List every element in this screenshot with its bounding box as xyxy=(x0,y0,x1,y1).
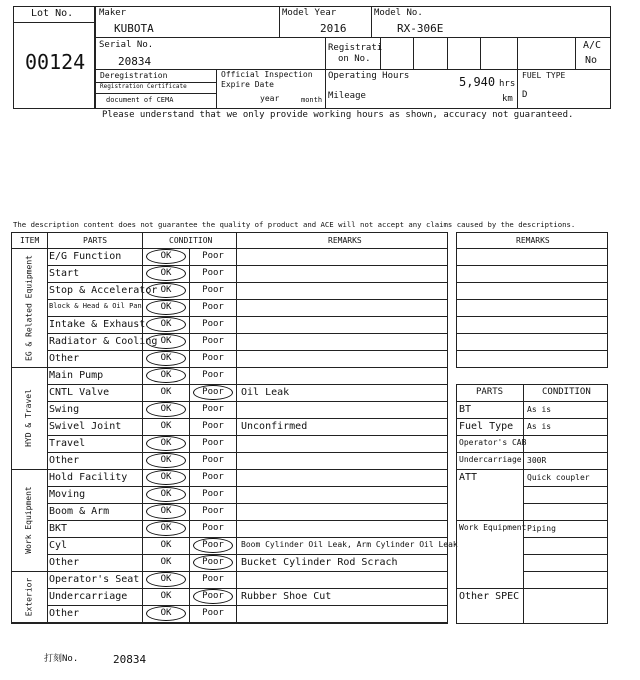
poor-option: Poor xyxy=(202,302,224,312)
part-label: Stop & Accelerator xyxy=(49,285,158,296)
part-label: Other xyxy=(49,608,80,619)
right-part-label: Operator's CAB xyxy=(459,438,527,447)
part-label: Operator's Seat xyxy=(49,574,140,585)
ok-option: OK xyxy=(160,591,172,601)
group-label: HYD & Travel xyxy=(24,389,33,447)
right-part-label: Undercarriage xyxy=(459,455,522,464)
right-header-condition: CONDITION xyxy=(542,387,591,397)
operating-hours-label: Operating Hours xyxy=(328,71,410,81)
ok-selected-oval: OK xyxy=(146,606,186,621)
ac-value: No xyxy=(585,55,598,66)
ok-selected-oval: OK xyxy=(146,436,186,451)
ok-option: OK xyxy=(160,387,172,397)
right-condition-value: Piping xyxy=(527,524,556,533)
model-year-value: 2016 xyxy=(320,22,347,35)
part-label: Radiator & Cooling xyxy=(49,336,158,347)
poor-option: Poor xyxy=(202,489,224,499)
deregistration-label: Deregistration xyxy=(100,71,168,80)
disclaimer: The description content does not guarantee the quality of product and ACE will not accept any claims caused by the descriptions. xyxy=(13,220,576,229)
part-label: BKT xyxy=(49,523,68,534)
poor-option: Poor xyxy=(202,438,224,448)
ok-selected-oval: OK xyxy=(146,317,186,332)
maker-value: KUBOTA xyxy=(114,22,154,35)
right-part-label: Fuel Type xyxy=(459,421,514,432)
poor-option: Poor xyxy=(202,574,224,584)
ac-label: A/C xyxy=(583,40,602,51)
lot-label: Lot No. xyxy=(31,8,74,19)
right-remarks-frame xyxy=(456,232,608,368)
poor-selected-oval: Poor xyxy=(193,538,233,553)
header-parts: PARTS xyxy=(83,236,108,245)
poor-option: Poor xyxy=(202,608,224,618)
right-condition-value: 300R xyxy=(527,456,547,465)
poor-option: Poor xyxy=(202,370,224,380)
part-label: Hold Facility xyxy=(49,472,128,483)
part-label: Swing xyxy=(49,404,80,415)
month-label: month xyxy=(301,96,323,104)
right-condition-value: As is xyxy=(527,422,552,431)
part-label: Travel xyxy=(49,438,86,449)
part-label: Swivel Joint xyxy=(49,421,122,432)
poor-option: Poor xyxy=(202,251,224,261)
model-no-value: RX-306E xyxy=(397,22,444,35)
ok-selected-oval: OK xyxy=(146,266,186,281)
fuel-type-value: D xyxy=(522,90,528,100)
poor-option: Poor xyxy=(202,455,224,465)
ok-selected-oval: OK xyxy=(146,402,186,417)
part-label: Cyl xyxy=(49,540,68,551)
right-condition-value: As is xyxy=(527,405,552,414)
serial-label: Serial No. xyxy=(99,40,154,50)
part-label: Boom & Arm xyxy=(49,506,110,517)
poor-selected-oval: Poor xyxy=(193,555,233,570)
lot-number: 00124 xyxy=(25,50,86,74)
remark-text: Boom Cylinder Oil Leak, Arm Cylinder Oil Leak xyxy=(241,540,458,549)
remark-text: Unconfirmed xyxy=(241,421,308,432)
ok-option: OK xyxy=(160,540,172,550)
poor-option: Poor xyxy=(202,472,224,482)
ok-selected-oval: OK xyxy=(146,351,186,366)
header-item: ITEM xyxy=(20,236,40,245)
stamp-no-label: 打刻No. xyxy=(44,654,79,664)
cema-label: document of CEMA xyxy=(106,96,174,104)
part-label: Intake & Exhaust xyxy=(49,319,146,330)
ok-selected-oval: OK xyxy=(146,368,186,383)
ok-selected-oval: OK xyxy=(146,470,186,485)
stamp-no-value: 20834 xyxy=(113,653,147,666)
part-label: Main Pump xyxy=(49,370,104,381)
poor-option: Poor xyxy=(202,506,224,516)
poor-selected-oval: Poor xyxy=(193,589,233,604)
part-label: Other xyxy=(49,353,80,364)
ok-selected-oval: OK xyxy=(146,504,186,519)
inspection-label-2: Expire Date xyxy=(221,80,274,89)
poor-option: Poor xyxy=(202,285,224,295)
part-label: Block & Head & Oil Pan xyxy=(49,302,142,310)
ok-selected-oval: OK xyxy=(146,521,186,536)
part-label: CNTL Valve xyxy=(49,387,110,398)
maker-label: Maker xyxy=(99,8,127,18)
ok-selected-oval: OK xyxy=(146,300,186,315)
km-unit: km xyxy=(502,94,513,104)
registration-label-2: on No. xyxy=(338,54,371,64)
part-label: Other xyxy=(49,557,80,568)
accuracy-note: Please understand that we only provide working hours as shown, accuracy not guaranteed. xyxy=(102,110,574,120)
right-header-parts: PARTS xyxy=(476,387,504,397)
mileage-label: Mileage xyxy=(328,91,366,101)
year-label: year xyxy=(260,94,280,103)
ok-selected-oval: OK xyxy=(146,334,186,349)
ok-option: OK xyxy=(160,421,172,431)
ok-selected-oval: OK xyxy=(146,283,186,298)
reg-certificate-label: Registration Certificate xyxy=(100,83,187,90)
hrs-unit: hrs xyxy=(499,79,516,89)
poor-option: Poor xyxy=(202,404,224,414)
poor-option: Poor xyxy=(202,353,224,363)
ok-option: OK xyxy=(160,557,172,567)
part-label: Other xyxy=(49,455,80,466)
right-part-label: Other SPEC xyxy=(459,591,520,602)
ok-selected-oval: OK xyxy=(146,249,186,264)
fuel-type-label: FUEL TYPE xyxy=(522,71,566,80)
part-label: E/G Function xyxy=(49,251,122,262)
registration-label-1: Registrati xyxy=(328,43,383,53)
poor-option: Poor xyxy=(202,523,224,533)
poor-option: Poor xyxy=(202,336,224,346)
part-label: Undercarriage xyxy=(49,591,128,602)
poor-option: Poor xyxy=(202,421,224,431)
right-part-label: BT xyxy=(459,404,472,415)
header-condition: CONDITION xyxy=(169,236,213,245)
remark-text: Rubber Shoe Cut xyxy=(241,591,332,602)
ok-selected-oval: OK xyxy=(146,453,186,468)
right-part-label: Work Equipment xyxy=(459,523,527,532)
poor-selected-oval: Poor xyxy=(193,385,233,400)
remark-text: Bucket Cylinder Rod Scrach xyxy=(241,557,398,568)
poor-option: Poor xyxy=(202,268,224,278)
serial-value: 20834 xyxy=(118,55,152,68)
right-condition-value: Quick coupler xyxy=(527,473,590,482)
group-label: EG & Related Equipment xyxy=(24,254,33,361)
inspection-label-1: Official Inspection xyxy=(221,70,313,79)
model-no-label: Model No. xyxy=(374,8,423,18)
right-part-label: ATT xyxy=(459,472,478,483)
part-label: Moving xyxy=(49,489,86,500)
model-year-label: Model Year xyxy=(282,8,337,18)
header-remarks: REMARKS xyxy=(328,236,362,245)
operating-hours-value: 5,940 xyxy=(459,75,496,89)
ok-selected-oval: OK xyxy=(146,572,186,587)
header-remarks-right: REMARKS xyxy=(516,236,550,245)
poor-option: Poor xyxy=(202,319,224,329)
remark-text: Oil Leak xyxy=(241,387,290,398)
group-label: Work Equipment xyxy=(24,486,33,554)
group-label: Exterior xyxy=(24,577,33,616)
ok-selected-oval: OK xyxy=(146,487,186,502)
part-label: Start xyxy=(49,268,80,279)
